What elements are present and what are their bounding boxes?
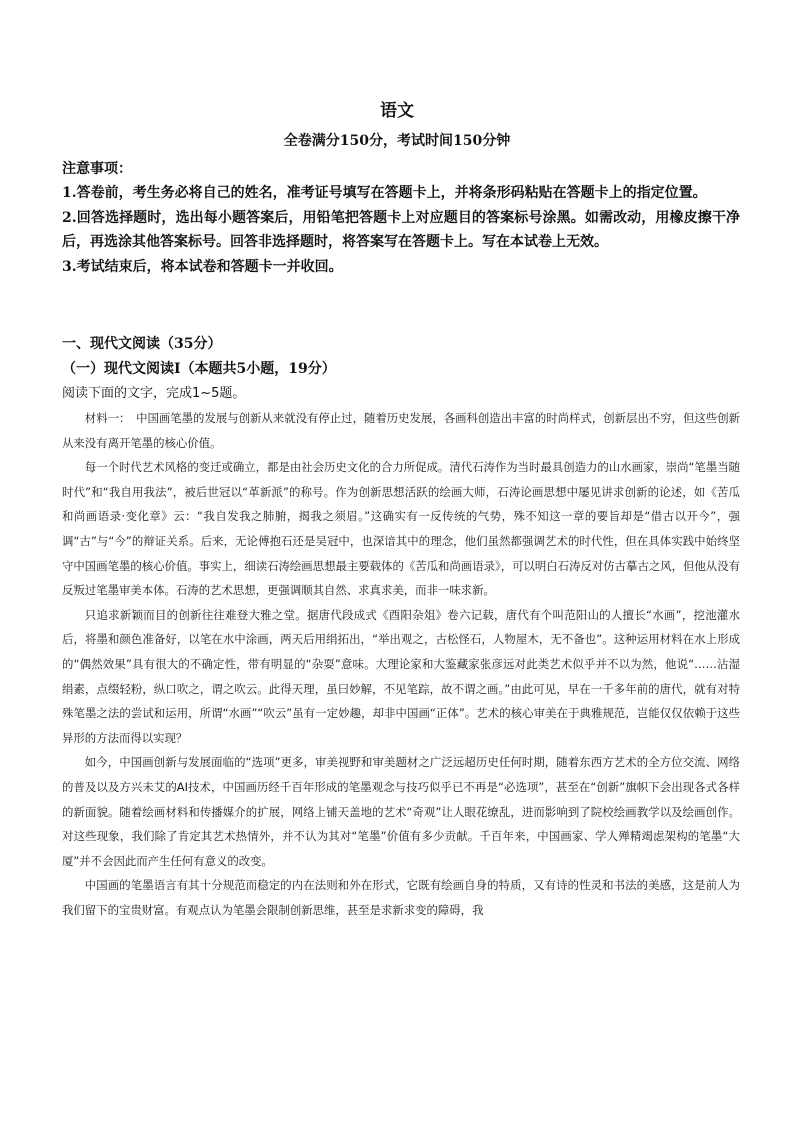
notes-block [62,157,740,279]
subsection-heading: （一）现代文阅读Ⅰ（本题共5小题，19分） [62,361,336,377]
reading-instruction: 阅读下面的文字，完成1~5题。 [62,386,246,401]
passage-paragraph: 中国画的笔墨语言有其十分规范而稳定的内在法则和外在形式，它既有绘画自身的特质，又有诗的性灵和书法的美感，这是前人为我们留下的宝贵财富。有观点认为笔墨会限制创新思维，甚至是求新求变的障碍，我 [62,878,740,917]
passage-paragraph: 如今，中国画创新与发展面临的“选项”更多，审美视野和审美题材之广泛远超历史任何时期，随着东西方艺术的全方位交流、网络的普及以及方兴未艾的AI技术，中国画历经千百年形成的笔墨观念与技巧似乎已不再是“必选项”，甚至在“创新”旗帜下会出现各式各样的新面貌。随着绘画材料和传播媒介的扩展，网络上铺天盖地的艺术“奇观”让人眼花缭乱，进而影响到了院校绘画教学以及绘画创作。对这些现象，我们除了肯定其艺术热情外，并不认为其对“笔墨”价值有多少贡献。千百年来，中国画家、学人殚精竭虑架构的笔墨“大厦”并不会因此而产生任何有意义的改变。 [62,755,740,868]
passage-paragraph: 每一个时代艺术风格的变迁或确立，都是由社会历史文化的合力所促成。清代石涛作为当时最具创造力的山水画家，崇尚“笔墨当随时代”和“我自用我法”，被后世冠以“革新派”的称号。作为创新思想活跃的绘画大师，石涛论画思想中屡见讲求创新的论述，如《苦瓜和尚画语录·变化章》云：“我自发我之肺腑，揭我之须眉。”这确实有一反传统的气势，殊不知这一章的要旨却是“借古以开今”，强调“古”与“今”的辩证关系。后来，无论傅抱石还是吴冠中，也深谙其中的理念，他们虽然都强调艺术的时代性，但在具体实践中始终坚守中国画笔墨的核心价值。事实上，细读石涛绘画思想最主要载体的《苦瓜和尚画语录》，可以明白石涛反对仿古摹古之风，但他从没有反叛过笔墨审美本体。石涛的艺术思想，更强调顺其自然、求真求美，而非一味求新。 [62,460,740,598]
passage-paragraph: 材料一： 中国画笔墨的发展与创新从来就没有停止过，随着历史发展，各画科创造出丰富的时尚样式，创新层出不穷，但这些创新从来没有离开笔墨的核心价值。 [62,411,740,450]
notes-item-1: 1.答卷前，考生务必将自己的姓名，准考证号填写在答题卡上，并将条形码粘贴在答题卡上的指定位置。 [62,185,707,202]
section-heading: 一、现代文阅读（35分） [62,336,222,352]
notes-heading: 注意事项： [62,161,132,177]
passage-paragraph: 只追求新颖而目的创新往往难登大雅之堂。据唐代段成式《酉阳杂俎》卷六记载，唐代有个叫范阳山的人擅长“水画”，挖池灌水后，将墨和颜色准备好，以笔在水中涂画，两天后用绢拓出，“举出观之，古松怪石，人物屋木，无不备也”。这种运用材料在水上形成的“偶然效果”具有很大的不确定性，带有明显的“杂耍”意味。大理论家和大鉴藏家张彦远对此类艺术似乎并不以为然，他说“……沾湿绢素，点缀轻粉，纵口吹之，谓之吹云。此得天理，虽曰妙解，不见笔踪，故不谓之画。”由此可见，早在一千多年前的唐代，就有对特殊笔墨之法的尝试和运用，所谓“水画”“吹云”虽有一定妙趣，却非中国画“正体”。艺术的核心审美在于典雅规范，岂能仅仅依赖于这些异形的方法而得以实现？ [62,607,740,745]
exam-info: 全卷满分150分，考试时间150分钟 [283,133,511,149]
notes-item-2: 2.回答选择题时，选出每小题答案后，用铅笔把答题卡上对应题目的答案标号涂黑。如需改动，用橡皮擦干净后，再选涂其他答案标号。回答非选择题时，将答案写在答题卡上。写在本试卷上无效。 [62,209,740,251]
reading-passage [62,406,740,922]
notes-item-3: 3.考试结束后，将本试卷和答题卡一并收回。 [62,258,343,275]
page-title: 语文 [380,101,414,121]
